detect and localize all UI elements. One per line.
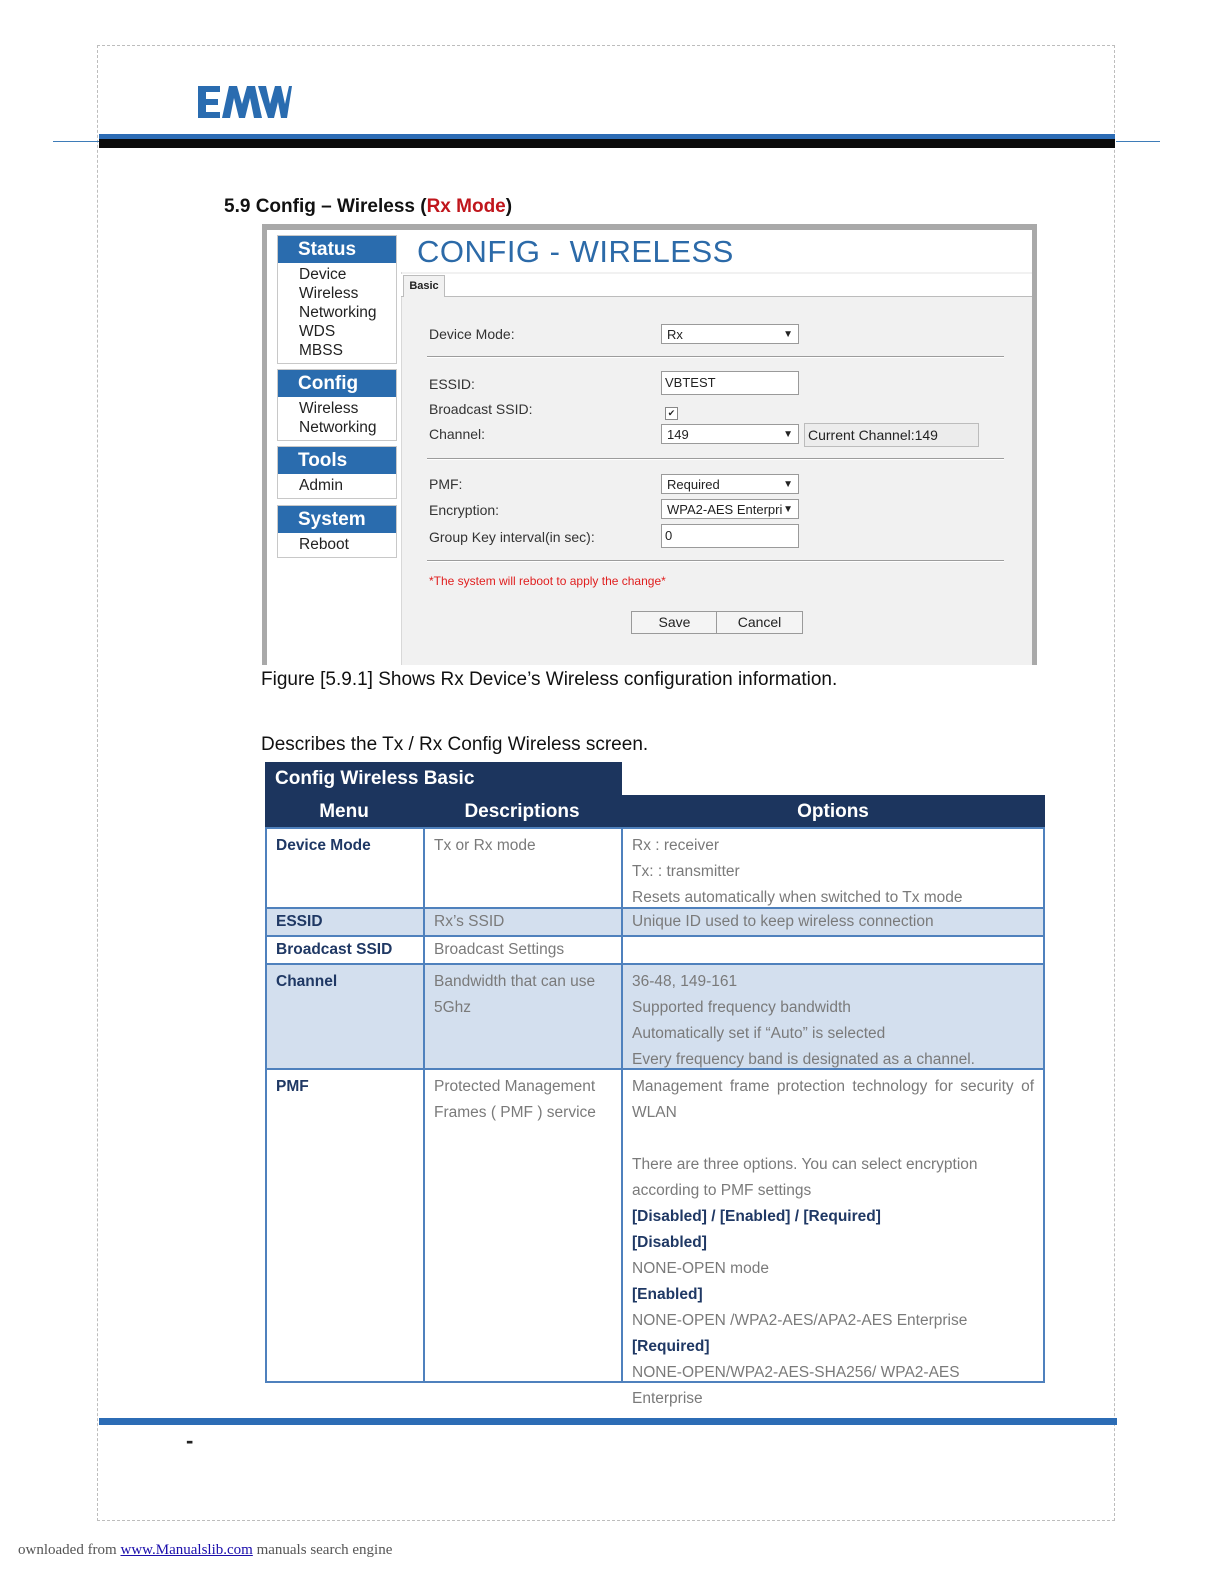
broadcast-ssid-checkbox[interactable]: ✔	[665, 407, 678, 420]
margin-line-right	[1116, 141, 1160, 142]
tab-basic[interactable]: Basic	[403, 275, 445, 297]
menu-cell: Channel	[267, 965, 425, 1068]
header-menu: Menu	[319, 801, 369, 822]
save-button[interactable]: Save	[631, 611, 718, 634]
table-row	[267, 935, 1043, 963]
menu-group-config	[277, 369, 397, 441]
manualslib-link[interactable]: www.Manualslib.com	[120, 1542, 253, 1558]
desc-cell: Rx’s SSID	[425, 909, 623, 935]
menu-cell: Device Mode	[267, 829, 425, 907]
divider	[427, 560, 1004, 561]
desc-cell: Tx or Rx mode	[425, 829, 623, 907]
channel-select[interactable]	[661, 424, 799, 444]
menu-group-system	[277, 505, 397, 558]
current-channel-display: Current Channel:149	[804, 423, 979, 447]
table-row	[267, 907, 1043, 935]
pmf-value: Required	[667, 477, 720, 492]
menu-item-wireless[interactable]: Wireless	[299, 285, 359, 302]
description-text: Describes the Tx / Rx Config Wireless screen.	[261, 734, 649, 755]
table-row	[267, 963, 1043, 1068]
sidebar-menu	[267, 230, 402, 665]
pmf-label: PMF:	[429, 476, 463, 492]
header-descriptions: Descriptions	[464, 801, 580, 822]
dropdown-arrow-icon: ▼	[783, 429, 793, 440]
device-mode-label: Device Mode:	[429, 326, 515, 342]
menu-item-config-wireless[interactable]: Wireless	[299, 400, 359, 417]
figure-caption: Figure [5.9.1] Shows Rx Device’s Wireless configuration information.	[261, 669, 838, 690]
device-mode-value: Rx	[667, 327, 683, 342]
header-options: Options	[797, 801, 869, 822]
menu-item-admin[interactable]: Admin	[299, 477, 343, 494]
menu-group-status	[277, 235, 397, 364]
menu-cell: PMF	[267, 1070, 425, 1381]
menu-head-system[interactable]: System	[278, 506, 396, 533]
desc-cell: Broadcast Settings	[425, 937, 623, 963]
menu-cell: Broadcast SSID	[267, 937, 425, 963]
broadcast-ssid-label: Broadcast SSID:	[429, 401, 533, 417]
menu-item-reboot[interactable]: Reboot	[299, 536, 349, 553]
menu-item-mbss[interactable]: MBSS	[299, 342, 343, 359]
essid-label: ESSID:	[429, 376, 475, 392]
menu-group-tools	[277, 446, 397, 499]
divider	[427, 458, 1004, 459]
menu-item-device[interactable]: Device	[299, 266, 347, 283]
device-mode-select[interactable]	[661, 324, 799, 344]
menu-head-config[interactable]: Config	[278, 370, 396, 397]
encryption-label: Encryption:	[429, 502, 500, 518]
reboot-warning: *The system will reboot to apply the change*	[429, 574, 666, 588]
emw-logo	[196, 84, 292, 120]
config-wireless-screenshot	[262, 224, 1037, 665]
group-key-interval-label: Group Key interval(in sec):	[429, 529, 595, 545]
menu-cell: ESSID	[267, 909, 425, 935]
menu-item-config-networking[interactable]: Networking	[299, 419, 377, 436]
essid-input[interactable]: VBTEST	[661, 371, 799, 395]
panel-title: CONFIG - WIRELESS	[417, 234, 734, 269]
menu-item-networking[interactable]: Networking	[299, 304, 377, 321]
source-footer: ownloaded from www.Manualslib.com manuals search engine	[18, 1542, 393, 1558]
dropdown-arrow-icon: ▼	[783, 329, 793, 340]
pmf-select[interactable]	[661, 474, 799, 494]
channel-value: 149	[667, 427, 689, 442]
encryption-value: WPA2-AES Enterpri	[667, 502, 783, 517]
cancel-button[interactable]: Cancel	[716, 611, 803, 634]
options-cell: Unique ID used to keep wireless connection	[632, 913, 934, 930]
table-row	[267, 1068, 1043, 1407]
menu-head-tools[interactable]: Tools	[278, 447, 396, 474]
divider	[427, 356, 1004, 357]
margin-line-left	[53, 141, 99, 142]
dropdown-arrow-icon: ▼	[783, 504, 793, 515]
menu-head-status[interactable]: Status	[278, 236, 396, 263]
dropdown-arrow-icon: ▼	[783, 479, 793, 490]
options-cell: Rx : receiver Tx: : transmitter Resets automatically when switched to Tx mode	[632, 837, 963, 906]
options-cell	[623, 937, 1043, 963]
desc-cell: Bandwidth that can use 5Ghz	[425, 965, 623, 1068]
tab-bar	[401, 274, 1032, 297]
config-table	[265, 827, 1045, 1407]
header-bar-dark	[99, 139, 1115, 148]
group-key-interval-input[interactable]: 0	[661, 524, 799, 548]
options-cell: 36-48, 149-161 Supported frequency bandwidth Automatically set if “Auto” is selected Every frequency band is designated as a channel.	[632, 973, 975, 1068]
section-title: 5.9 Config – Wireless (Rx Mode)	[224, 196, 513, 217]
encryption-select[interactable]	[661, 499, 799, 519]
footer-bar	[99, 1418, 1117, 1425]
table-title: Config Wireless Basic	[265, 762, 622, 796]
page-number: -	[186, 1428, 194, 1453]
desc-cell: Protected Management Frames ( PMF ) service	[425, 1070, 623, 1381]
table-row	[267, 827, 1043, 907]
menu-item-wds[interactable]: WDS	[299, 323, 336, 340]
channel-label: Channel:	[429, 426, 486, 442]
table-header	[265, 795, 1045, 827]
options-cell: Management frame protection technology for security of WLAN There are three options. You can select encryption according to PMF settings [Disabled] / [Enabled] / [Required] [Disabled] NONE-OPEN mode [Enabled] NONE-OPEN /WPA2-AES/APA2-AES Enterprise [Required] NONE-OPEN/WPA2-AES-SHA256/ WPA2-AES Enterprise	[632, 1078, 1034, 1407]
